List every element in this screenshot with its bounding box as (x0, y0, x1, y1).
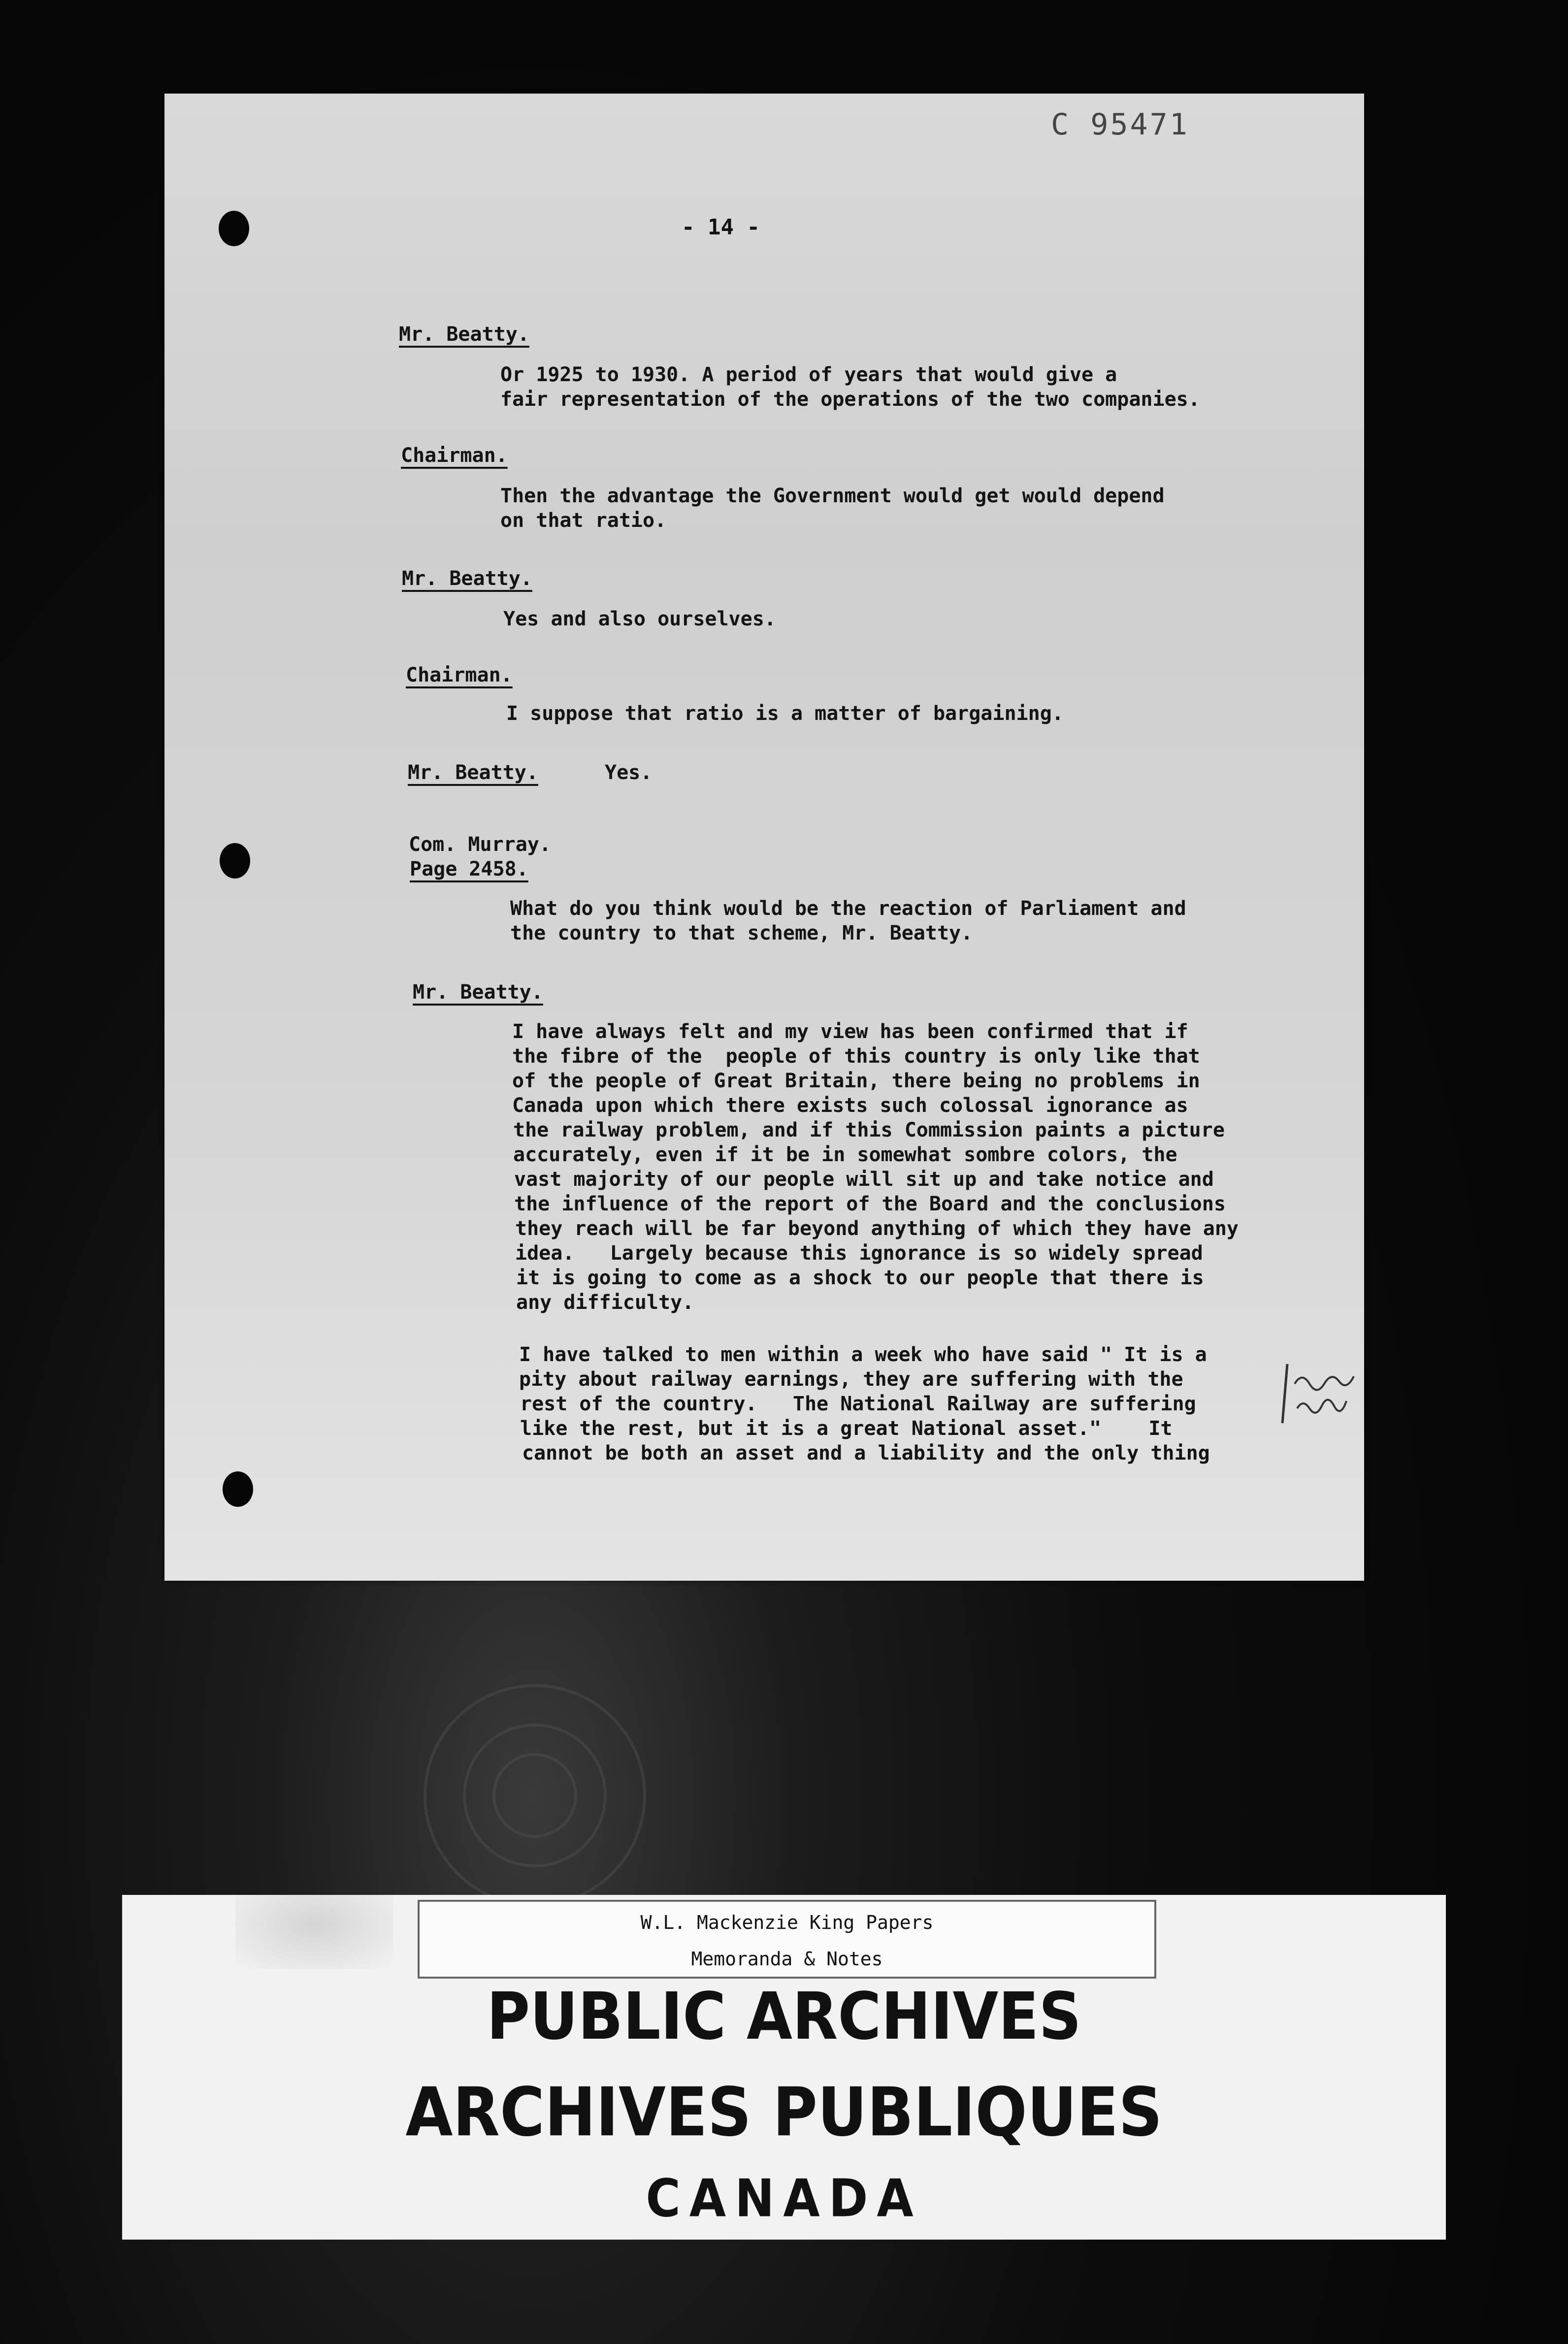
collection-title: W.L. Mackenzie King Papers (640, 1912, 934, 1933)
speaker-name: Mr. Beatty. (399, 323, 529, 346)
punch-hole (219, 211, 249, 246)
speaker-name: Com. Murray. (409, 833, 551, 856)
testimony-line: Or 1925 to 1930. A period of years that would give a (500, 363, 1117, 386)
speaker-name: Mr. Beatty. (408, 761, 538, 784)
testimony-line: the influence of the report of the Board and the conclusions (514, 1193, 1226, 1215)
punch-hole (220, 843, 250, 879)
punch-hole (223, 1471, 253, 1507)
archive-label (122, 1895, 1446, 2240)
testimony-line: it is going to come as a shock to our people that there is (516, 1267, 1204, 1289)
archive-name-english: PUBLIC ARCHIVES (487, 1979, 1081, 2054)
testimony-line: of the people of Great Britain, there being no problems in (512, 1070, 1200, 1092)
testimony-line: they reach will be far beyond anything of which they have any (515, 1217, 1239, 1240)
speaker-name: Mr. Beatty. (402, 567, 532, 590)
speaker-name: Chairman. (401, 444, 508, 467)
collection-tab (418, 1900, 1156, 1979)
torn-paper-patch (235, 1895, 393, 1969)
testimony-line: like the rest, but it is a great National asset." It (520, 1417, 1173, 1440)
testimony-line: Yes and also ourselves. (503, 608, 776, 630)
testimony-line: I have talked to men within a week who have said " It is a (519, 1343, 1207, 1366)
testimony-line: the country to that scheme, Mr. Beatty. (510, 922, 973, 944)
testimony-line: pity about railway earnings, they are suffering with the (519, 1368, 1183, 1391)
speaker-name: Mr. Beatty. (413, 981, 543, 1004)
archive-name-french: ARCHIVES PUBLIQUES (405, 2073, 1163, 2152)
testimony-line: any difficulty. (516, 1291, 694, 1314)
testimony-line: vast majority of our people will sit up and take notice and (514, 1168, 1214, 1191)
page-number: - 14 - (682, 215, 760, 240)
testimony-line: I have always felt and my view has been confirmed that if (512, 1020, 1188, 1043)
testimony-line: the railway problem, and if this Commission paints a picture (513, 1119, 1225, 1141)
testimony-line: Then the advantage the Government would get would depend (500, 485, 1165, 507)
speaker-name: Chairman. (406, 664, 513, 686)
testimony-line: What do you think would be the reaction of Parliament and (510, 897, 1186, 920)
testimony-line: on that ratio. (500, 509, 667, 532)
archive-country: CANADA (646, 2168, 922, 2229)
document-number: C 95471 (1051, 107, 1189, 142)
page-reference: Page 2458. (410, 858, 528, 880)
testimony-line: idea. Largely because this ignorance is so widely spread (515, 1242, 1203, 1265)
testimony-line: fair representation of the operations of the two companies. (500, 388, 1200, 411)
testimony-line: Canada upon which there exists such colossal ignorance as (512, 1094, 1188, 1117)
typed-page (164, 94, 1364, 1581)
background-swirl (424, 1684, 646, 1907)
testimony-line: accurately, even if it be in somewhat sombre colors, the (513, 1143, 1177, 1166)
handwritten-margin-note (1268, 1354, 1364, 1428)
series-title: Memoranda & Notes (691, 1948, 883, 1970)
testimony-line: Yes. (605, 761, 653, 784)
testimony-line: rest of the country. The National Railway are suffering (520, 1393, 1196, 1415)
testimony-line: the fibre of the people of this country is only like that (512, 1045, 1200, 1068)
testimony-line: cannot be both an asset and a liability and the only thing (522, 1442, 1210, 1465)
testimony-line: I suppose that ratio is a matter of bargaining. (506, 702, 1064, 725)
